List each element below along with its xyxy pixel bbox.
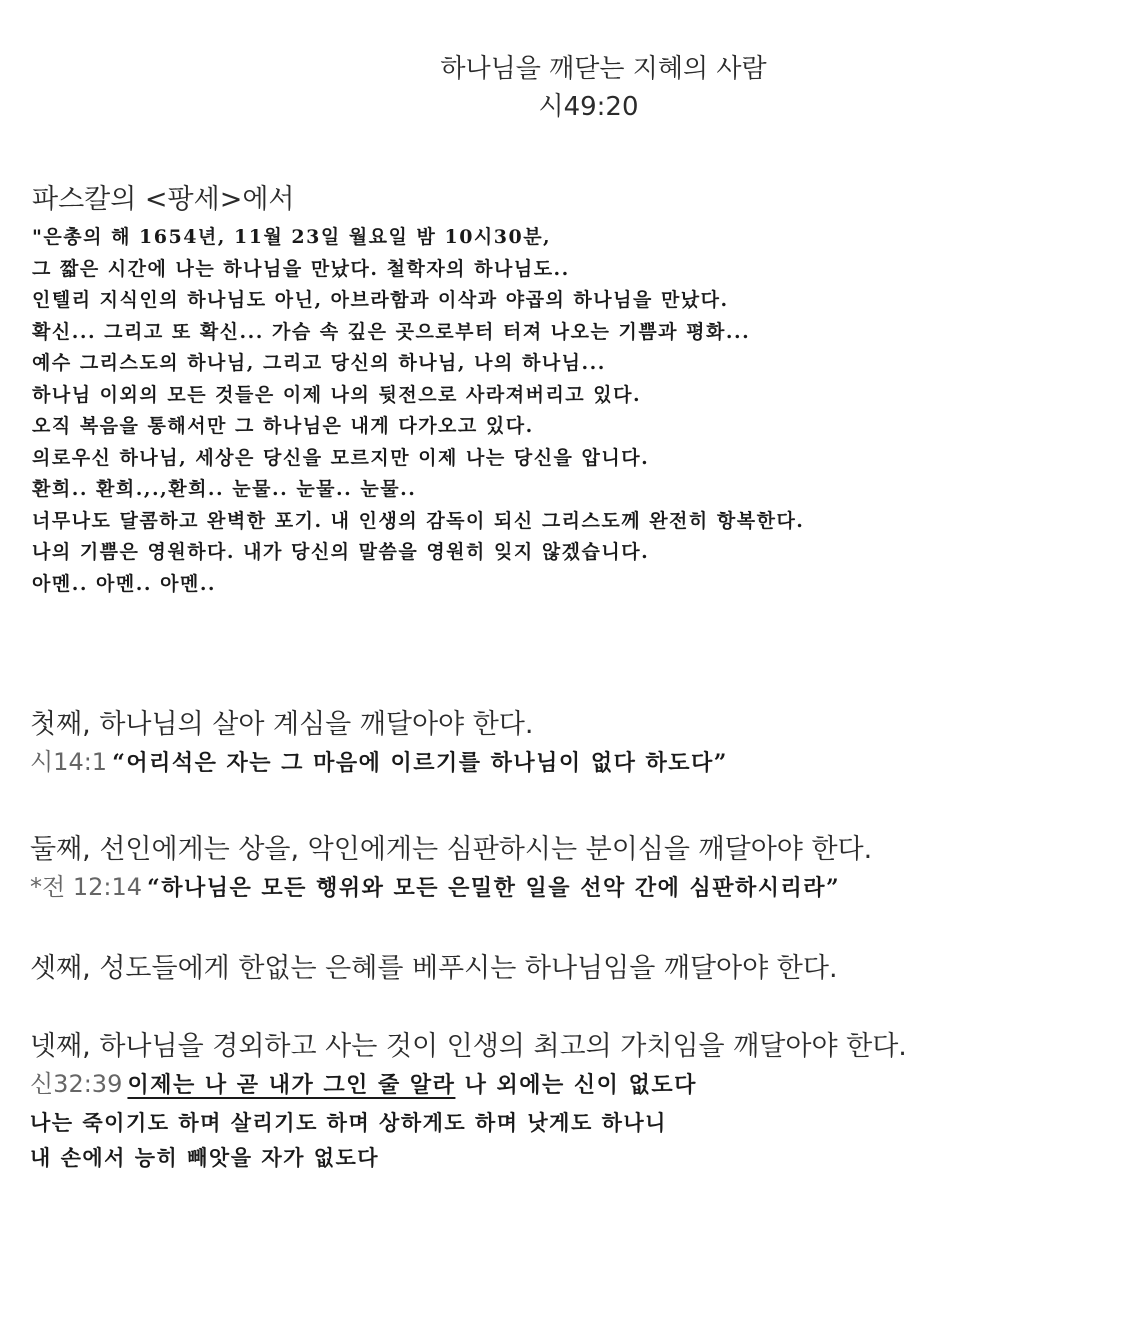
pascal-heading: 파스칼의 <팡세>에서 (32, 184, 295, 215)
quote-line: 아멘.. 아멘.. 아멘.. (32, 572, 217, 595)
quote-line: 인텔리 지식인의 하나님도 아닌, 아브라함과 이삭과 야곱의 하나님을 만났다. (32, 289, 729, 311)
sermon-points (30, 706, 1120, 1175)
quote-line: 오직 복음을 통해서만 그 하나님은 내게 다가오고 있다. (32, 415, 534, 437)
quote-line: 나의 기쁨은 영원하다. 내가 당신의 말씀을 영원히 잊지 않겠습니다. (32, 541, 650, 563)
point-fourth (30, 1028, 1120, 1175)
scripture-line (30, 1066, 1120, 1105)
verse-text-underlined: 이제는 나 곧 내가 그인 줄 알라 (127, 1072, 456, 1098)
point-heading: 첫째, 하나님의 살아 계심을 깨달아야 한다. (30, 709, 534, 740)
quote-line: 너무나도 달콤하고 완벽한 포기. 내 인생의 감독이 되신 그리스도께 완전히 항복한다. (32, 509, 805, 532)
verse-text: “어리석은 자는 그 마음에 이르기를 하나님이 없다 하도다” (112, 750, 728, 776)
title-block (0, 50, 1137, 126)
quote-line: 의로우신 하나님, 세상은 당신을 모르지만 이제 나는 당신을 압니다. (32, 446, 650, 469)
verse-reference: 시14:1 (30, 748, 108, 776)
quote-line: 그 짧은 시간에 나는 하나님을 만났다. 철학자의 하나님도.. (32, 257, 570, 280)
quote-line: 확신... 그리고 또 확신... 가슴 속 깊은 곳으로부터 터져 나오는 기쁨과 평화... (32, 320, 751, 343)
point-heading: 셋째, 성도들에게 한없는 은혜를 베푸시는 하나님임을 깨달아야 한다. (30, 953, 838, 984)
verse-reference: 신32:39 (30, 1070, 123, 1098)
point-heading: 둘째, 선인에게는 상을, 악인에게는 심판하시는 분이심을 깨달아야 한다. (30, 834, 873, 865)
sermon-title: 하나님을 깨닫는 지혜의 사람 (440, 54, 767, 84)
verse-continuation: 나는 죽이기도 하며 살리기도 하며 상하게도 하며 낫게도 하나니 (30, 1110, 667, 1135)
point-third (30, 950, 1120, 988)
point-heading: 넷째, 하나님을 경외하고 사는 것이 인생의 최고의 가치임을 깨달아야 한다. (30, 1031, 907, 1062)
verse-text: 나 외에는 신이 없도다 (455, 1072, 697, 1098)
quote-line: 예수 그리스도의 하나님, 그리고 당신의 하나님, 나의 하나님... (32, 352, 606, 374)
quote-line: 환희.. 환희.,.,환희.. 눈물.. 눈물.. 눈물.. (32, 478, 417, 500)
quote-line: "은총의 해 1654년, 11월 23일 월요일 밤 10시30분, (32, 226, 552, 248)
point-second (30, 831, 1120, 908)
point-first (30, 706, 1120, 783)
scripture-reference: 시49:20 (538, 92, 639, 122)
scripture-line (30, 869, 1120, 908)
scripture-line (30, 744, 1120, 783)
quote-line: 하나님 이외의 모든 것들은 이제 나의 뒷전으로 사라져버리고 있다. (32, 383, 642, 406)
verse-text: “하나님은 모든 행위와 모든 은밀한 일을 선악 간에 심판하시리라” (147, 875, 841, 901)
pascal-quote-section (32, 182, 1112, 600)
verse-continuation: 내 손에서 능히 빼앗을 자가 없도다 (30, 1145, 380, 1170)
verse-reference: *전 12:14 (30, 873, 142, 901)
